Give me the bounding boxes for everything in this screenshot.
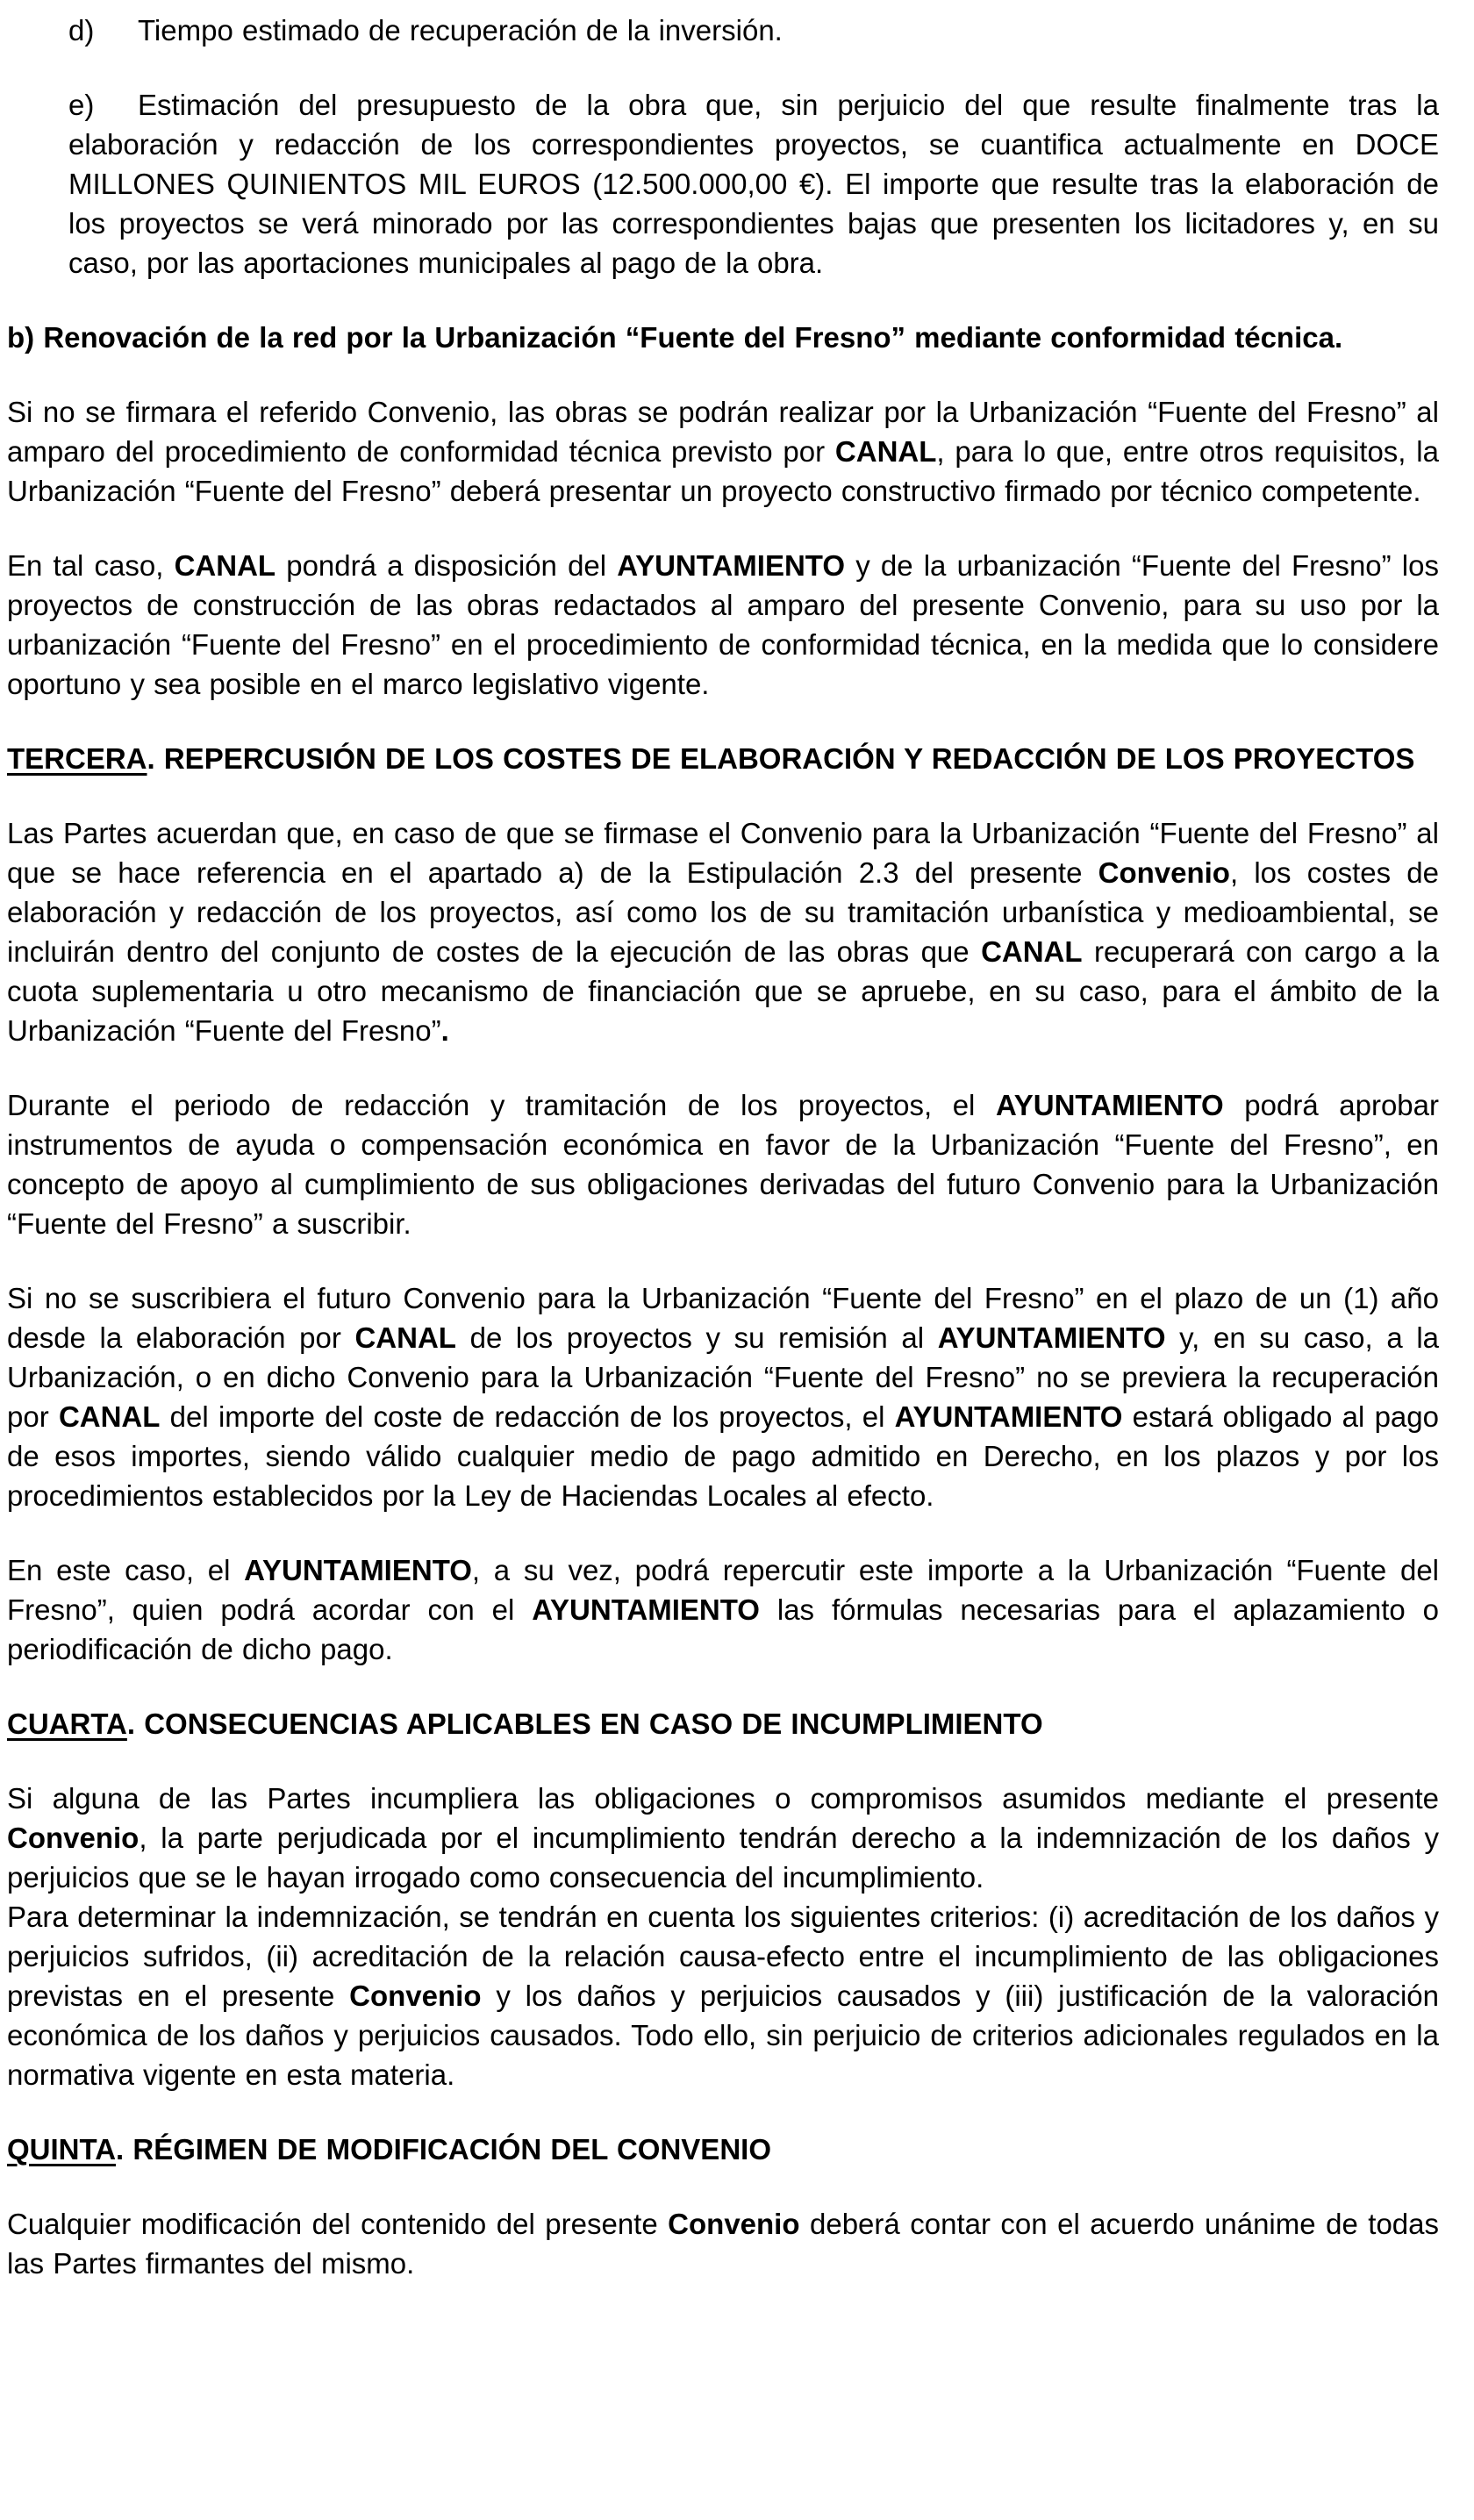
text-run: Convenio	[7, 1822, 140, 1854]
paragraph	[7, 546, 1439, 704]
list-label: e)	[68, 89, 95, 121]
text-run: AYUNTAMIENTO	[617, 549, 846, 582]
list-item-text	[138, 14, 783, 47]
paragraph	[7, 1278, 1439, 1515]
text-run: del importe del coste de redacción de los proyectos, el	[160, 1400, 895, 1433]
text-run: CANAL	[834, 435, 937, 468]
text-run: AYUNTAMIENTO	[995, 1089, 1224, 1121]
text-run: de los proyectos y su remisión al	[455, 1321, 938, 1354]
text-run: y los daños y perjuicios causados y (iii) justificación de la valoración económica de los daños y perjuicios causados. Todo ello, sin perjuicio de criterios adicionales regulados en la normativa vigente en esta materia.	[7, 1979, 1439, 2091]
list-label: d)	[68, 14, 95, 47]
text-run: TERCERA	[7, 742, 147, 775]
text-run: En este caso, el	[7, 1554, 245, 1586]
text-run: Si alguna de las Partes incumpliera las obligaciones o compromisos asumidos mediante el presente	[7, 1782, 1439, 1815]
text-run: b) Renovación de la red por la Urbanización “Fuente del Fresno” mediante conformidad técnica.	[7, 321, 1343, 354]
text-run: las fórmulas necesarias para el aplazamiento o periodificación de dicho pago.	[7, 1593, 1439, 1665]
text-run: QUINTA	[7, 2133, 117, 2166]
text-run: Si no se firmara el referido Convenio, las obras se podrán realizar por la Urbanización “Fuente del Fresno” al amparo del procedimiento de conformidad técnica previsto por	[7, 396, 1439, 468]
text-run: , a su vez, podrá repercutir este importe a la Urbanización “Fuente del Fresno”, quien podrá acordar con el	[7, 1554, 1439, 1626]
text-run: , la parte perjudicada por el incumplimiento tendrán derecho a la indemnización de los daños y perjuicios que se le hayan irrogado como consecuencia del incumplimiento.	[7, 1822, 1439, 1894]
text-run: Si no se suscribiera el futuro Convenio para la Urbanización “Fuente del Fresno” en el plazo de un (1) año desde la elaboración por	[7, 1282, 1439, 1354]
text-run: y, en su caso, a la Urbanización, o en dicho Convenio para la Urbanización “Fuente del Fresno” no se previera la recuperación por	[7, 1321, 1440, 1433]
text-run: podrá aprobar instrumentos de ayuda o compensación económica en favor de la Urbanización “Fuente del Fresno”, en concepto de apoyo al cumplimiento de sus obligaciones derivadas del futuro Convenio para la Urbanización “Fuente del Fresno” a suscribir.	[7, 1089, 1439, 1240]
text-run: . REPERCUSIÓN DE LOS COSTES DE ELABORACIÓN Y REDACCIÓN DE LOS PROYECTOS	[147, 742, 1415, 775]
text-run: . RÉGIMEN DE MODIFICACIÓN DEL CONVENIO	[116, 2133, 771, 2166]
paragraph	[7, 1550, 1439, 1669]
text-run: Para determinar la indemnización, se tendrán en cuenta los siguientes criterios: (i) acreditación de los daños y perjuicios sufridos, (ii) acreditación de la relación causa-efecto entre el incumplimiento de las obligaciones previstas en el presente	[7, 1901, 1439, 2012]
text-run: AYUNTAMIENTO	[937, 1321, 1166, 1354]
text-run: Convenio	[1098, 856, 1230, 889]
paragraph	[7, 813, 1439, 1050]
text-run: En tal caso,	[7, 549, 175, 582]
text-run: Convenio	[668, 2208, 800, 2240]
text-run: CANAL	[354, 1321, 456, 1354]
text-run: CANAL	[174, 549, 276, 582]
text-run: deberá contar con el acuerdo unánime de todas las Partes firmantes del mismo.	[7, 2208, 1439, 2280]
text-run: .	[440, 1014, 449, 1047]
paragraph	[7, 2204, 1439, 2283]
section-heading-cuarta	[7, 1704, 1439, 1743]
text-run: Las Partes acuerdan que, en caso de que se firmase el Convenio para la Urbanización “Fuente del Fresno” al que se hace referencia en el apartado a) de la Estipulación 2.3 del presente	[7, 817, 1439, 889]
list-item-e	[68, 85, 1439, 283]
text-run: Convenio	[349, 1979, 482, 2012]
paragraph	[7, 392, 1439, 511]
section-heading-b	[7, 318, 1439, 357]
paragraph	[7, 1897, 1439, 2094]
text-run: pondrá a disposición del	[275, 549, 618, 582]
text-run: AYUNTAMIENTO	[532, 1593, 760, 1626]
text-run: CANAL	[981, 935, 1083, 968]
text-run: , para lo que, entre otros requisitos, la Urbanización “Fuente del Fresno” deberá presentar un proyecto constructivo firmado por técnico competente.	[7, 435, 1439, 507]
text-run: AYUNTAMIENTO	[244, 1554, 472, 1586]
text-run: CUARTA	[7, 1707, 127, 1740]
section-heading-tercera	[7, 739, 1439, 778]
paragraph	[7, 1085, 1439, 1243]
text-run: . CONSECUENCIAS APLICABLES EN CASO DE INCUMPLIMIENTO	[126, 1707, 1043, 1740]
text-run: Estimación del presupuesto de la obra que, sin perjuicio del que resulte finalmente tras la elaboración y redacción de los correspondientes proyectos, se cuantifica actualmente en DOCE MILLONES QUINIENTOS MIL EUROS (12.500.000,00 €). El importe que resulte tras la elaboración de los proyectos se verá minorado por las correspondientes bajas que presenten los licitadores y, en su caso, por las aportaciones municipales al pago de la obra.	[68, 89, 1439, 279]
text-run: recuperará con cargo a la cuota suplementaria u otro mecanismo de financiación que se apruebe, en su caso, para el ámbito de la Urbanización “Fuente del Fresno”	[7, 935, 1439, 1047]
list-item-text	[68, 89, 1439, 279]
list-item-d	[68, 11, 1439, 50]
text-run: estará obligado al pago de esos importes, siendo válido cualquier medio de pago admitido en Derecho, en los plazos y por los procedimientos establecidos por la Ley de Haciendas Locales al efecto.	[7, 1400, 1439, 1512]
text-run: AYUNTAMIENTO	[894, 1400, 1123, 1433]
text-run: Durante el periodo de redacción y tramitación de los proyectos, el	[7, 1089, 996, 1121]
text-run: Tiempo estimado de recuperación de la inversión.	[138, 14, 783, 47]
text-run: , los costes de elaboración y redacción de los proyectos, así como los de su tramitación urbanística y medioambiental, se incluirán dentro del conjunto de costes de la ejecución de las obras que	[7, 856, 1439, 968]
text-run: Cualquier modificación del contenido del presente	[7, 2208, 669, 2240]
text-run: y de la urbanización “Fuente del Fresno” los proyectos de construcción de las obras redactados al amparo del presente Convenio, para su uso por la urbanización “Fuente del Fresno” en el procedimiento de conformidad técnica, en la medida que lo considere oportuno y sea posible en el marco legislativo vigente.	[7, 549, 1439, 700]
paragraph	[7, 1779, 1439, 1897]
section-heading-quinta	[7, 2130, 1439, 2169]
text-run: CANAL	[58, 1400, 161, 1433]
